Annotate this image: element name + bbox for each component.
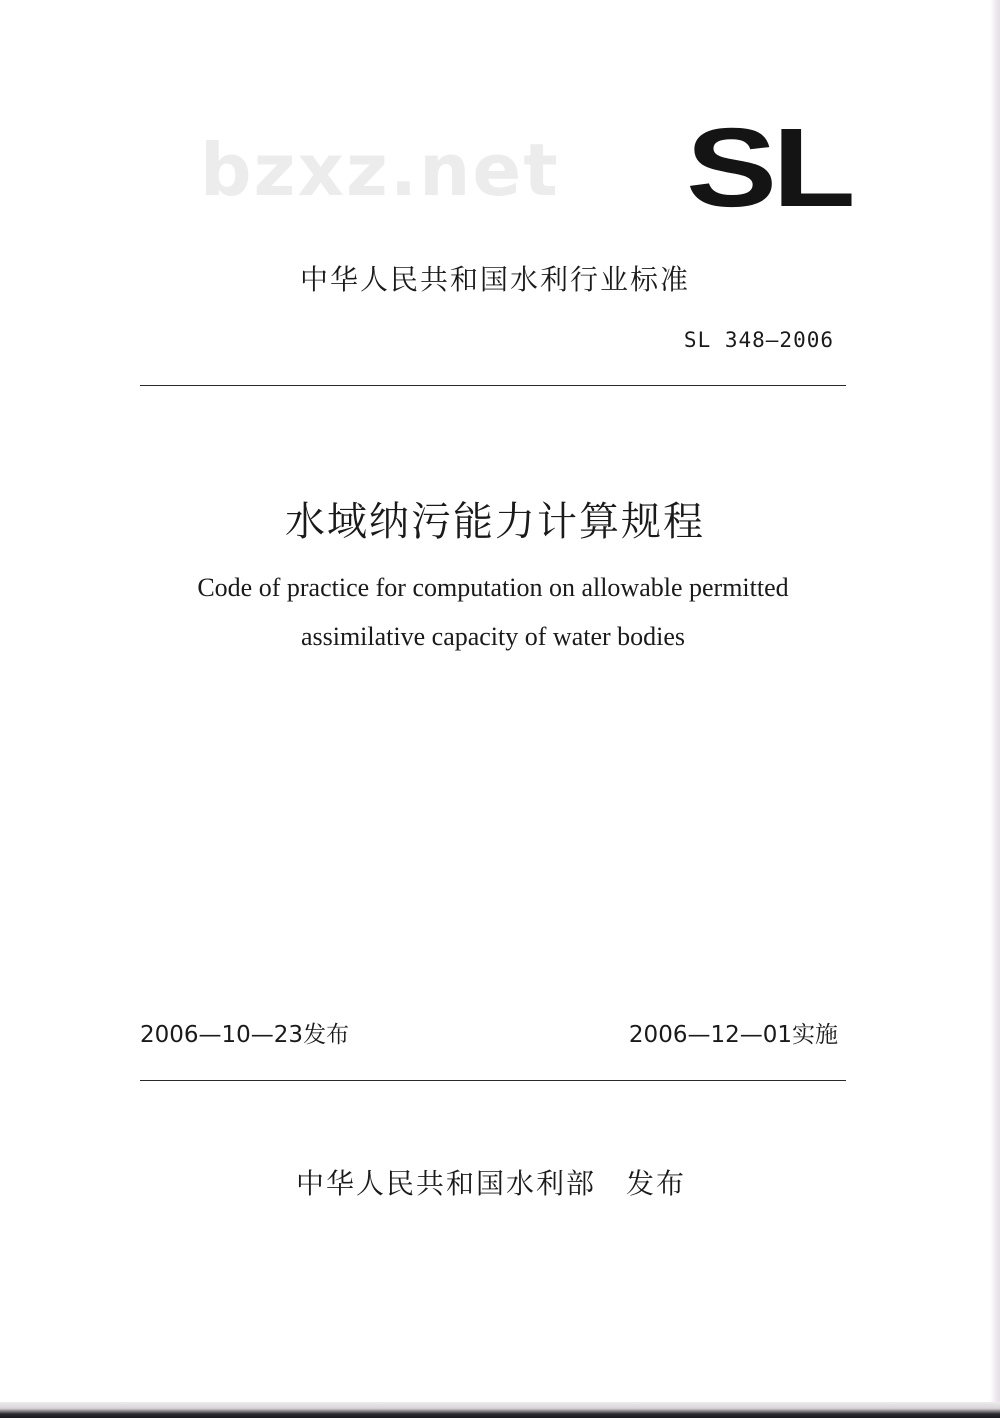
publisher-line	[296, 1162, 686, 1202]
top-divider	[140, 385, 846, 386]
publisher-action: 发布	[626, 1167, 687, 1200]
watermark-text: bzxz.net	[200, 128, 560, 212]
standard-code: SL 348—2006	[683, 328, 834, 352]
document-title-english-line1: Code of practice for computation on allowable permitted	[197, 573, 789, 602]
industry-standard-title: 中华人民共和国水利行业标准	[299, 263, 690, 296]
document-title-chinese: 水域纳污能力计算规程	[285, 499, 705, 545]
implementation-date: 2006—12—01实施	[628, 1022, 838, 1048]
page-edge-bottom	[0, 1402, 1000, 1418]
publisher-name: 中华人民共和国水利部	[296, 1167, 597, 1200]
bottom-divider	[140, 1080, 846, 1081]
sl-logo: SL	[686, 105, 851, 230]
document-title-english-line2: assimilative capacity of water bodies	[300, 622, 686, 651]
page-edge-right	[990, 0, 1000, 1418]
issue-date: 2006—10—23发布	[140, 1022, 350, 1048]
